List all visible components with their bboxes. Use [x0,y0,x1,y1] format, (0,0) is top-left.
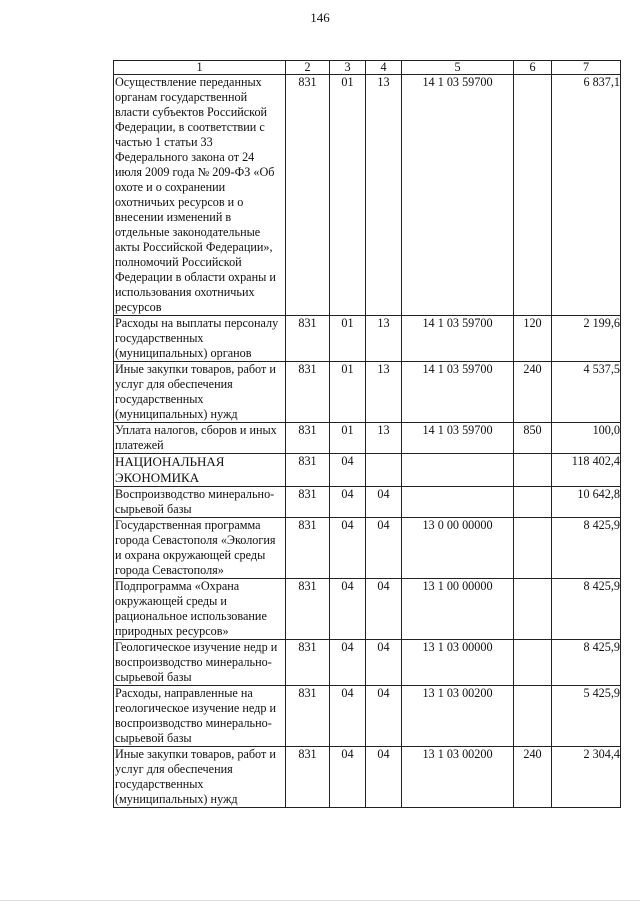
cell-grbs: 831 [286,423,330,454]
cell-rz: 01 [330,316,366,362]
page-edge [0,900,640,901]
cell-pr: 13 [366,316,402,362]
cell-rz: 04 [330,747,366,808]
cell-name: Уплата налогов, сборов и иных платежей [114,423,286,454]
table-row [114,362,621,423]
cell-vr [514,487,552,518]
cell-csr: 14 1 03 59700 [402,362,514,423]
table-row [114,487,621,518]
table-row [114,423,621,454]
cell-pr: 04 [366,518,402,579]
cell-vr [514,640,552,686]
cell-vr: 120 [514,316,552,362]
cell-vr: 850 [514,423,552,454]
cell-amount: 8 425,9 [552,640,621,686]
cell-vr [514,579,552,640]
cell-amount: 118 402,4 [552,454,621,487]
column-header: 6 [514,61,552,75]
page-number: 146 [310,10,330,25]
header-row [114,61,621,75]
cell-rz: 04 [330,579,366,640]
cell-grbs: 831 [286,316,330,362]
table-row [114,640,621,686]
cell-name: Государственная программа города Севастополя «Экология и охрана окружающей среды города Севастополя» [114,518,286,579]
cell-amount: 100,0 [552,423,621,454]
cell-amount: 10 642,8 [552,487,621,518]
cell-pr: 04 [366,686,402,747]
cell-name: Геологическое изучение недр и воспроизводство минерально-сырьевой базы [114,640,286,686]
cell-pr: 13 [366,423,402,454]
cell-csr [402,487,514,518]
cell-grbs: 831 [286,579,330,640]
cell-rz: 04 [330,686,366,747]
cell-vr: 240 [514,747,552,808]
cell-amount: 8 425,9 [552,518,621,579]
cell-name: Расходы на выплаты персоналу государственных (муниципальных) органов [114,316,286,362]
table-row [114,316,621,362]
column-header: 5 [402,61,514,75]
cell-rz: 01 [330,362,366,423]
cell-name: Расходы, направленные на геологическое изучение недр и воспроизводство минерально-сырьевой базы [114,686,286,747]
cell-name: Воспроизводство минерально-сырьевой базы [114,487,286,518]
cell-grbs: 831 [286,518,330,579]
column-header: 3 [330,61,366,75]
cell-amount: 4 537,5 [552,362,621,423]
cell-rz: 04 [330,518,366,579]
budget-table [113,60,621,808]
cell-grbs: 831 [286,454,330,487]
cell-vr: 240 [514,362,552,423]
cell-pr: 04 [366,579,402,640]
cell-amount: 2 304,4 [552,747,621,808]
table-row [114,454,621,487]
table-row [114,75,621,316]
cell-rz: 04 [330,487,366,518]
table-row [114,518,621,579]
cell-grbs: 831 [286,75,330,316]
cell-vr [514,518,552,579]
cell-csr: 13 1 00 00000 [402,579,514,640]
cell-csr: 13 1 03 00000 [402,640,514,686]
cell-grbs: 831 [286,487,330,518]
cell-csr: 14 1 03 59700 [402,316,514,362]
cell-grbs: 831 [286,640,330,686]
cell-csr: 14 1 03 59700 [402,75,514,316]
cell-rz: 04 [330,454,366,487]
cell-csr: 13 1 03 00200 [402,686,514,747]
cell-csr: 14 1 03 59700 [402,423,514,454]
cell-pr: 04 [366,487,402,518]
cell-name: Иные закупки товаров, работ и услуг для обеспечения государственных (муниципальных) нужд [114,747,286,808]
table-row [114,579,621,640]
cell-rz: 04 [330,640,366,686]
cell-grbs: 831 [286,362,330,423]
cell-pr [366,454,402,487]
cell-pr: 04 [366,640,402,686]
cell-csr: 13 0 00 00000 [402,518,514,579]
cell-vr [514,75,552,316]
cell-pr: 13 [366,362,402,423]
cell-csr [402,454,514,487]
column-header: 7 [552,61,621,75]
cell-vr [514,686,552,747]
cell-amount: 6 837,1 [552,75,621,316]
cell-name: Иные закупки товаров, работ и услуг для обеспечения государственных (муниципальных) нужд [114,362,286,423]
cell-rz: 01 [330,75,366,316]
cell-amount: 2 199,6 [552,316,621,362]
cell-amount: 8 425,9 [552,579,621,640]
cell-pr: 13 [366,75,402,316]
cell-vr [514,454,552,487]
cell-rz: 01 [330,423,366,454]
column-header: 4 [366,61,402,75]
cell-pr: 04 [366,747,402,808]
table-row [114,686,621,747]
cell-name: Подпрограмма «Охрана окружающей среды и рациональное использование природных ресурсов» [114,579,286,640]
cell-grbs: 831 [286,686,330,747]
column-header: 2 [286,61,330,75]
column-header: 1 [114,61,286,75]
table-row [114,747,621,808]
cell-csr: 13 1 03 00200 [402,747,514,808]
cell-grbs: 831 [286,747,330,808]
cell-amount: 5 425,9 [552,686,621,747]
table-body [114,75,621,808]
cell-name: НАЦИОНАЛЬНАЯ ЭКОНОМИКА [114,454,286,487]
cell-name: Осуществление переданных органам государственной власти субъектов Российской Федерации, в соответствии с частью 1 статьи 33 Федерального закона от 24 июля 2009 года № 209-ФЗ «Об охоте и о сохранении охотничьих ресурсов и о внесении изменений в отдельные законодательные акты Российской Федерации», полномочий Российской Федерации в области охраны и использования охотничьих ресурсов [114,75,286,316]
